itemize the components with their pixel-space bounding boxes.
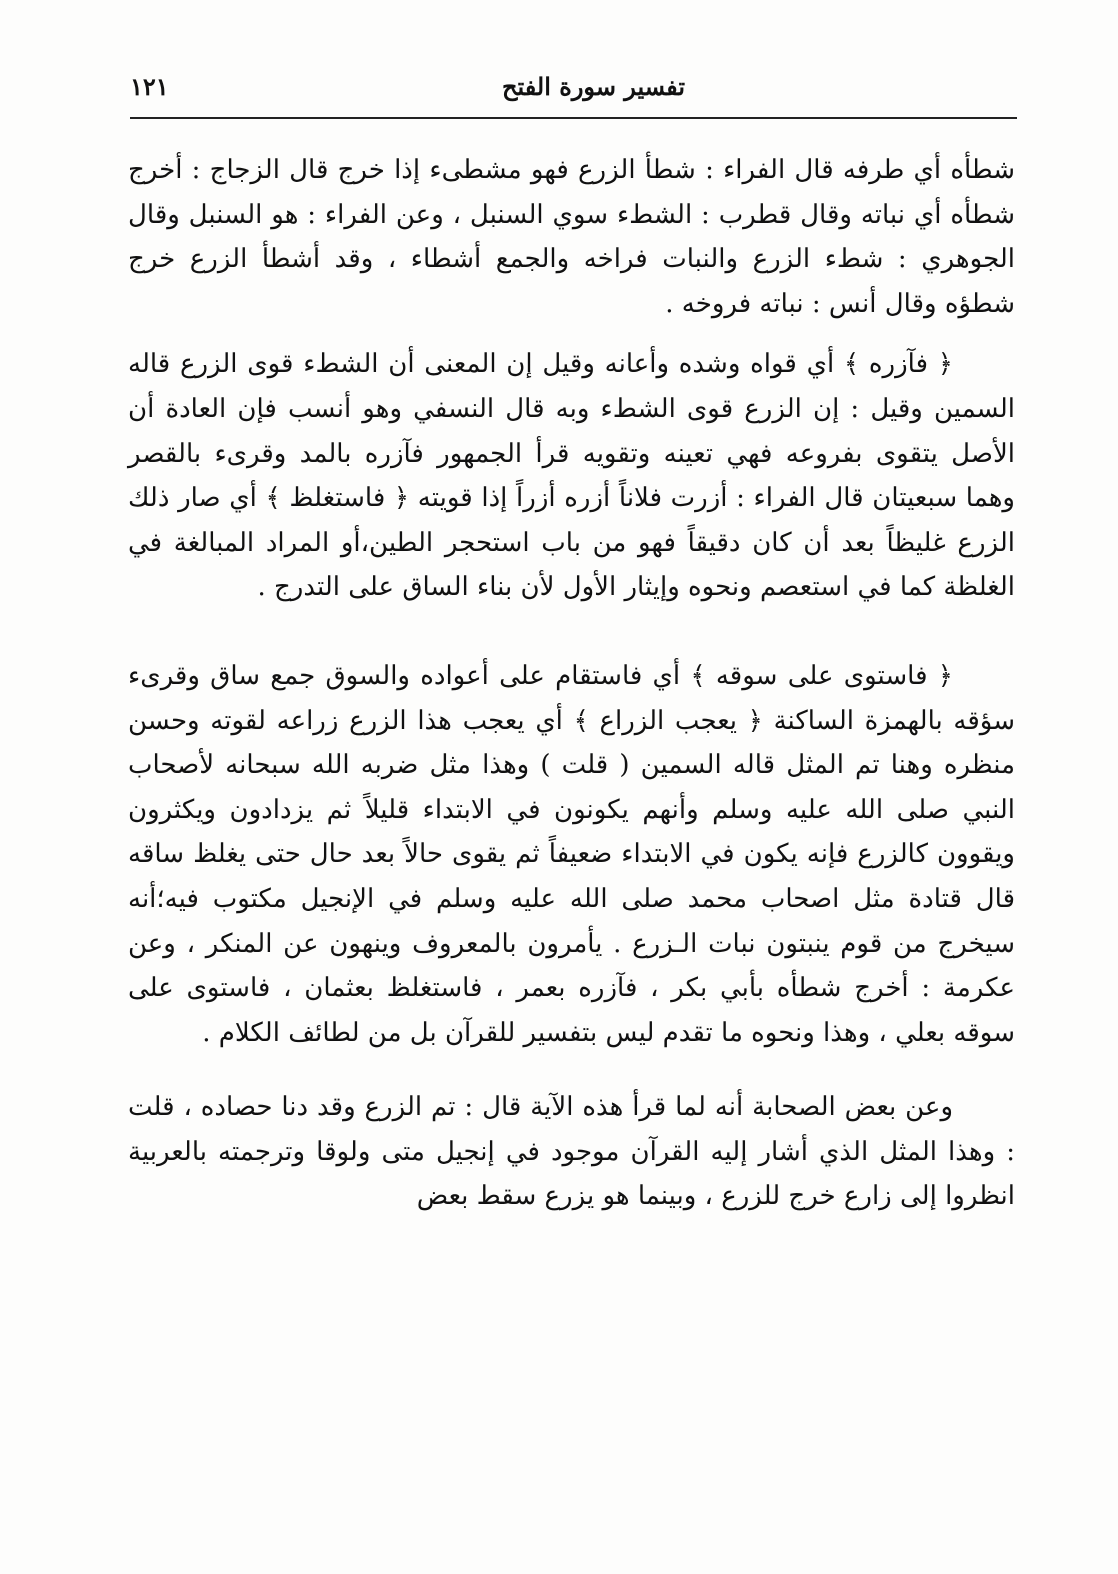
paragraph-spacer xyxy=(128,1055,1015,1085)
paragraph: ﴿ فاستوى على سوقه ﴾ أي فاستقام على أعواده والسوق جمع ساق وقرىء سؤقه بالهمزة الساكنة ﴿ يعجب الزراع ﴾ أي يعجب هذا الزرع زراعه لقوته وحسن منظره وهنا تم المثل قاله السمين ( قلت ) وهذا مثل ضربه الله سبحانه لأصحاب النبي صلى الله عليه وسلم وأنهم يكونون في الابتداء قليلاً ثم يزدادون ويكثرون ويقوون كالزرع فإنه يكون في الابتداء ضعيفاً ثم يقوى حالاً بعد حال حتى يغلظ ساقه قال قتادة مثل اصحاب محمد صلى الله عليه وسلم في الإنجيل مكتوب فيه؛أنه سيخرج من قوم ينبتون نبات الـزرع . يأمرون بالمعروف وينهون عن المنكر ، وعن عكرمة : أخرج شطأه بأبي بكر ، فآزره بعمر ، فاستغلظ بعثمان ، فاستوى على سوقه بعلي ، وهذا ونحوه ما تقدم ليس بتفسير للقرآن بل من لطائف الكلام . xyxy=(128,660,1015,1048)
paragraph-spacer xyxy=(128,610,1015,654)
header-title: تفسير سورة الفتح xyxy=(502,72,685,101)
running-header xyxy=(130,72,1015,112)
paragraph: شطأه أي طرفه قال الفراء : شطأ الزرع فهو مشطىء إذا خرج قال الزجاج : أخرج شطأه أي نباته وقال قطرب : الشطء سوي السنبل ، وعن الفراء : هو السنبل وقال الجوهري : شطء الزرع والنبات فراخه والجمع أشطاء ، وقد أشطأ الزرع خرج شطؤه وقال أنس : نباته فروخه . xyxy=(128,155,1015,319)
paragraph: وعن بعض الصحابة أنه لما قرأ هذه الآية قال : تم الزرع وقد دنا حصاده ، قلت : وهذا المثل الذي أشار إليه القرآن موجود في إنجيل متى ولوقا وترجمته بالعربية انظروا إلى زارع خرج للزرع ، وبينما هو يزرع سقط بعض xyxy=(128,1092,1015,1212)
page-number: ١٢١ xyxy=(130,72,169,101)
body-text xyxy=(128,148,1015,1219)
header-divider xyxy=(130,117,1017,119)
paragraph: ﴿ فآزره ﴾ أي قواه وشده وأعانه وقيل إن المعنى أن الشطء قوى الزرع قاله السمين وقيل : إن الزرع قوى الشطء وبه قال النسفي وهو أنسب فإن العادة أن الأصل يتقوى بفروعه فهي تعينه وتقويه قرأ الجمهور فآزره بالمد وقرىء بالقصر وهما سبعيتان قال الفراء : أزرت فلاناً أزره أزراً إذا قويته ﴿ فاستغلظ ﴾ أي صار ذلك الزرع غليظاً بعد أن كان دقيقاً فهو من باب استحجر الطين،أو المراد المبالغة في الغلظة كما في استعصم ونحوه وإيثار الأول لأن بناء الساق على التدرج . xyxy=(128,349,1015,603)
paragraph-spacer xyxy=(128,326,1015,342)
